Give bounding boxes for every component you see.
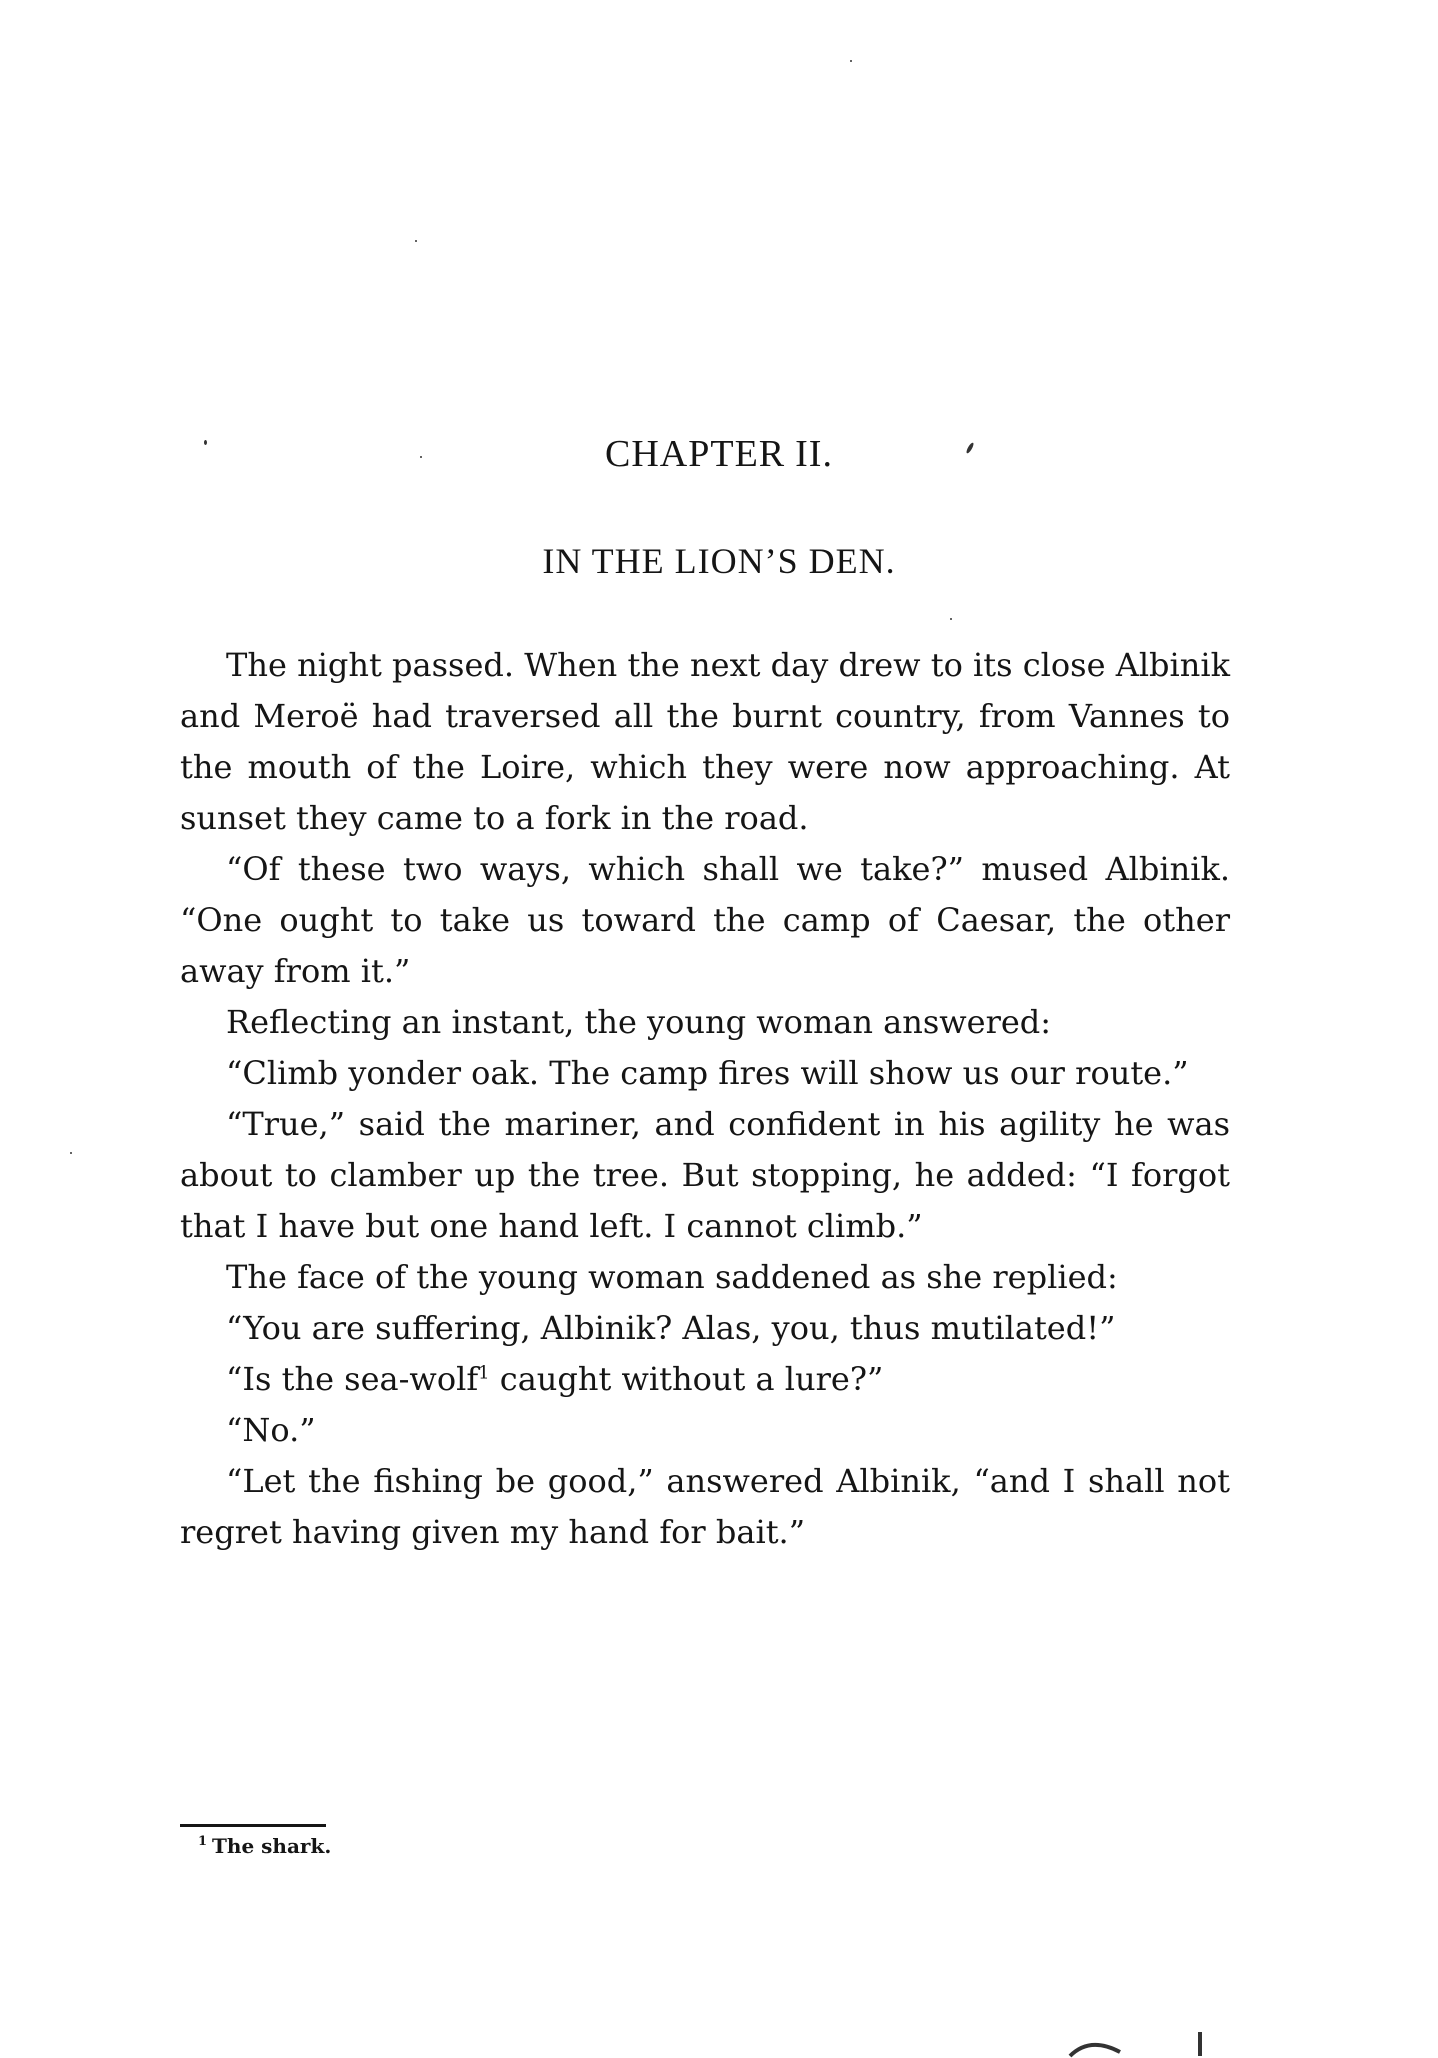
paragraph-2: “Of these two ways, which shall we take?” mused Albinik. “One ought to take us toward the camp of Caesar, the other away from it.” — [180, 850, 1230, 990]
chapter-number: II. — [795, 433, 833, 475]
paragraph-8-before: “Is the sea-wolf — [226, 1360, 479, 1398]
paragraph-8-after: caught without a lure?” — [489, 1360, 884, 1398]
scan-speck — [415, 240, 417, 242]
paragraph-6: The face of the young woman saddened as she replied: — [226, 1258, 1118, 1296]
footnote-marker: 1 — [198, 1834, 208, 1850]
paragraph-9: “No.” — [226, 1411, 316, 1449]
chapter-title: IN THE LION’S DEN. — [542, 541, 896, 581]
chapter-heading — [0, 432, 1438, 476]
chapter-label: CHAPTER — [605, 433, 786, 475]
paragraph-8 — [180, 1354, 1230, 1405]
paragraph-1: The night passed. When the next day drew to its close Albinik and Meroë had traversed all the burnt country, from Vannes to the mouth of the Loire, which they were now approaching. At sunset they came to a fork in the road. — [180, 646, 1230, 837]
footnote-reference[interactable]: 1 — [478, 1362, 490, 1384]
paragraph-5: “True,” said the mariner, and confident in his agility he was about to clamber up the tree. But stopping, he added: “I forgot that I have but one hand left. I cannot climb.” — [180, 1105, 1230, 1245]
footnote-text: The shark. — [212, 1834, 332, 1858]
scan-speck — [204, 440, 207, 445]
paragraph-3: Reflecting an instant, the young woman answered: — [226, 1003, 1052, 1041]
scan-speck — [950, 618, 952, 620]
chapter-body — [180, 640, 1230, 1558]
footnote-rule — [180, 1824, 326, 1827]
footnote — [198, 1834, 331, 1858]
scan-speck — [420, 456, 422, 458]
paragraph-10: “Let the fishing be good,” answered Albinik, “and I shall not regret having given my hand for bait.” — [180, 1462, 1230, 1551]
scan-speck — [70, 1152, 72, 1154]
scan-speck — [850, 60, 852, 62]
paragraph-7: “You are suffering, Albinik? Alas, you, thus mutilated!” — [226, 1309, 1116, 1347]
scan-edge-mark — [1060, 2028, 1220, 2058]
paragraph-4: “Climb yonder oak. The camp fires will show us our route.” — [226, 1054, 1189, 1092]
